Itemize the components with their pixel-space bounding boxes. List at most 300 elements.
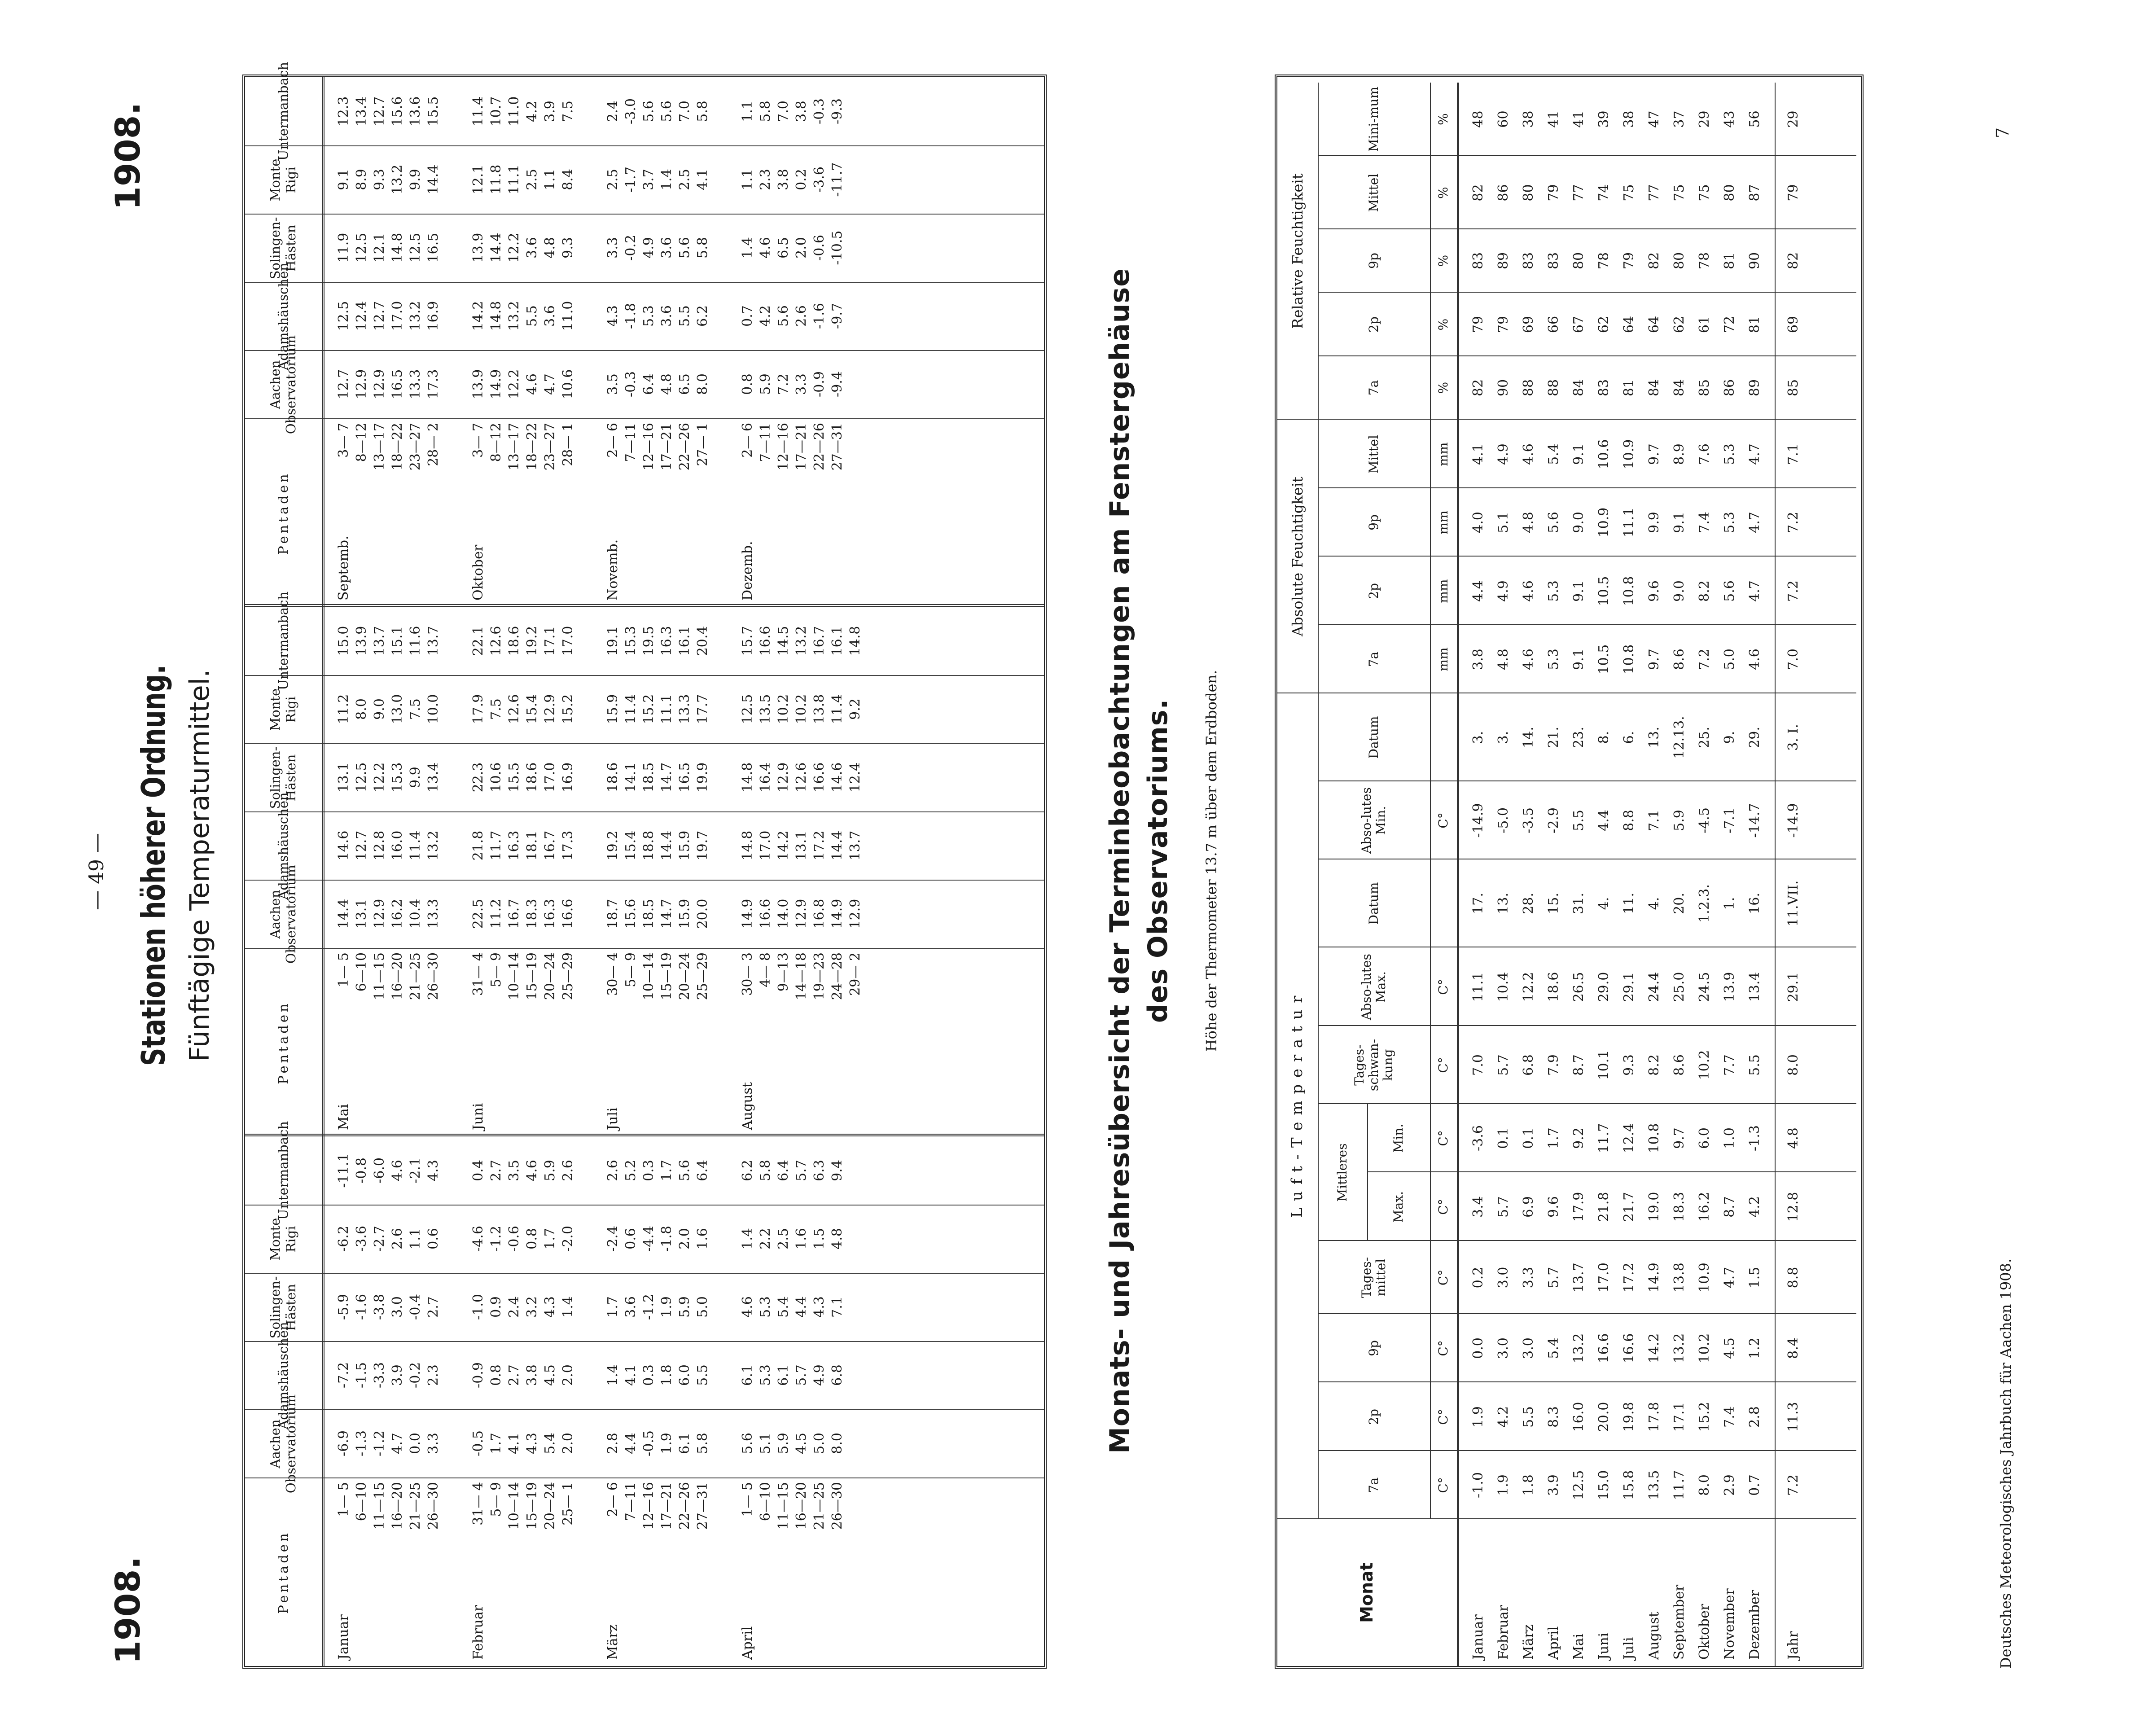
pentad-range: 27—31 [829, 423, 845, 471]
table-cell: 67 [1570, 316, 1587, 333]
pentad-value: 13.3 [408, 369, 423, 399]
pentad-value: 17.0 [758, 830, 773, 861]
table-cell: 1.9 [1495, 1474, 1511, 1496]
pentad-value: 1.4 [740, 237, 755, 259]
pentad-value: 2.6 [794, 305, 809, 327]
column-header: Aachen Observatorium [268, 1394, 298, 1494]
table-cell: 66 [1545, 316, 1561, 333]
pentad-value: 17.9 [470, 694, 486, 724]
column-header: Aachen Observatorium [268, 335, 298, 434]
table-cell: 1. [1721, 897, 1737, 910]
pentad-value: -2.7 [372, 1226, 387, 1252]
pentad-value: -11.1 [336, 1153, 351, 1188]
table-cell: 8.3 [1545, 1406, 1561, 1428]
pentad-range: 21—25 [811, 1482, 827, 1530]
pentad-value: 3.5 [506, 1160, 522, 1181]
pentad-range: 23—27 [542, 423, 558, 471]
table-cell: 11.VII. [1785, 880, 1801, 927]
pentad-value: 12.8 [372, 830, 387, 861]
table-cell: 16.6 [1596, 1333, 1612, 1363]
table-cell: 9.2 [1570, 1127, 1587, 1149]
pentad-value: 4.8 [542, 237, 558, 259]
pentad-value: 1.4 [560, 1296, 576, 1318]
table-cell: 2.8 [1746, 1406, 1763, 1428]
pentad-range: 21—25 [408, 1482, 423, 1530]
column-header: Mittel [1366, 173, 1381, 212]
table-cell: 79 [1621, 252, 1637, 270]
table-cell: 7.4 [1721, 1406, 1737, 1428]
pentad-value: 14.4 [488, 232, 504, 263]
unit-label: mm [1435, 510, 1451, 535]
column-header: Solingen-Hästen [268, 217, 298, 280]
unit-label: C° [1435, 812, 1451, 829]
pentad-value: 16.7 [811, 626, 827, 656]
pentad-value: 13.2 [794, 626, 809, 656]
table-cell: 56 [1746, 110, 1763, 128]
pentad-value: 7.1 [829, 1296, 845, 1318]
table-cell: 3.9 [1545, 1474, 1561, 1496]
table-cell: 4.6 [1746, 649, 1763, 670]
pentad-value: 11.6 [408, 626, 423, 656]
pentad-value: 5.0 [811, 1433, 827, 1454]
table-cell: 12.13. [1671, 716, 1687, 759]
column-header: 9p [1366, 1340, 1381, 1356]
month-label: Mai [336, 1104, 351, 1130]
pentad-value: 3.9 [542, 101, 558, 122]
column-header: Monte Rigi [268, 688, 298, 731]
pentad-value: 3.3 [425, 1433, 441, 1454]
table-cell: 9.1 [1570, 580, 1587, 602]
month-label: Januar [1470, 1614, 1486, 1660]
table-cell: 13.2 [1570, 1333, 1587, 1363]
pentad-value: 16.2 [390, 899, 405, 929]
table-cell: 29. [1746, 727, 1763, 748]
table-cell: 15.8 [1621, 1470, 1637, 1500]
pentad-value: 5.9 [542, 1160, 558, 1181]
table-cell: -1.0 [1470, 1472, 1486, 1498]
pentad-value: 4.1 [506, 1433, 522, 1454]
pentad-value: 9.9 [408, 169, 423, 190]
pentad-value: 10.7 [488, 96, 504, 127]
pentad-range: 22—26 [811, 423, 827, 471]
table-cell: 8.8 [1785, 1267, 1801, 1289]
pentad-value: 12.9 [542, 694, 558, 724]
table-cell: -14.7 [1746, 803, 1763, 838]
pentad-value: 13.3 [677, 694, 693, 724]
pentad-value: 16.1 [829, 626, 845, 656]
pentad-value: 4.2 [524, 101, 540, 122]
table-cell: 8.9 [1671, 443, 1687, 465]
table-cell: 84 [1671, 379, 1687, 397]
pentad-value: 4.8 [829, 1228, 845, 1249]
table-cell: 24.4 [1646, 972, 1662, 1002]
row-rule [1457, 83, 1459, 1666]
table-cell: 1.9 [1470, 1406, 1486, 1428]
pentad-value: 8.0 [829, 1433, 845, 1454]
pentad-value: -6.9 [336, 1430, 351, 1456]
pentad-value: -0.8 [354, 1157, 369, 1184]
month-label: April [1545, 1626, 1561, 1660]
pentad-value: 4.3 [524, 1433, 540, 1454]
table-cell: 4.7 [1721, 1267, 1737, 1289]
table-cell: 4.4 [1470, 580, 1486, 602]
table-cell: 79 [1545, 184, 1561, 202]
pentad-range: 7—11 [758, 423, 773, 462]
pentad-value: -2.0 [560, 1226, 576, 1252]
table-cell: 11.3 [1785, 1402, 1801, 1432]
pentad-value: 5.8 [758, 1160, 773, 1181]
pentad-value: 7.0 [776, 101, 791, 122]
pentad-value: 16.7 [542, 830, 558, 861]
table-cell: 9.0 [1570, 512, 1587, 533]
pentad-value: 2.3 [425, 1364, 441, 1386]
pentad-value: 5.5 [677, 305, 693, 327]
month-label: Oktober [470, 544, 486, 601]
pentad-value: 1.7 [659, 1160, 675, 1181]
table-cell: 1.0 [1721, 1127, 1737, 1149]
column-header: Datum [1366, 716, 1381, 759]
month-label: Februar [470, 1604, 486, 1660]
monat-header: Monat [1357, 1562, 1377, 1623]
pentad-range: 20—24 [542, 952, 558, 1000]
pentad-value: 13.5 [758, 694, 773, 724]
table-cell: 21.8 [1596, 1192, 1612, 1222]
table-cell: 80 [1721, 184, 1737, 202]
pentad-range: 25—29 [560, 952, 576, 1000]
pentad-value: 3.2 [524, 1296, 540, 1318]
pentad-value: 6.4 [641, 373, 657, 395]
pentad-range: 8—12 [488, 423, 504, 462]
pentad-value: 4.6 [740, 1296, 755, 1318]
table-cell: 83 [1520, 252, 1536, 270]
pentad-value: 4.3 [811, 1296, 827, 1318]
pentad-value: 10.0 [425, 694, 441, 724]
pentad-value: 20.4 [695, 626, 710, 656]
table-cell: 78 [1596, 252, 1612, 270]
pentad-value: 2.6 [560, 1160, 576, 1181]
pentad-value: 3.9 [390, 1364, 405, 1386]
pentad-value: 12.2 [372, 762, 387, 793]
pentad-value: 3.6 [524, 237, 540, 259]
table-cell: 82 [1470, 184, 1486, 202]
table-cell: 81 [1746, 316, 1763, 333]
pentad-value: -4.4 [641, 1226, 657, 1252]
pentad-value: -0.5 [470, 1430, 486, 1456]
pentad-value: -3.8 [372, 1294, 387, 1320]
pentad-value: 12.5 [354, 762, 369, 793]
pentad-value: 1.1 [408, 1228, 423, 1249]
table-cell: 5.4 [1545, 1337, 1561, 1359]
pentad-range: 6—10 [758, 1482, 773, 1521]
pentad-range: 5— 9 [623, 952, 639, 987]
pentad-value: 10.6 [488, 762, 504, 793]
pentad-value: -1.8 [623, 303, 639, 329]
table-cell: 17.9 [1570, 1192, 1587, 1222]
pentad-value: 5.2 [623, 1160, 639, 1181]
pentad-value: 7.0 [677, 101, 693, 122]
row-rule [1775, 83, 1776, 1666]
pentad-value: 0.2 [794, 169, 809, 190]
column-header: Monte Rigi [268, 1218, 298, 1261]
column-header: 9p [1366, 514, 1381, 530]
pentad-value: 5.3 [758, 1296, 773, 1318]
luft-temperatur-header: L u f t - T e m p e r a t u r [1288, 995, 1307, 1218]
table-cell: 3.4 [1470, 1196, 1486, 1218]
pentad-value: 2.7 [425, 1296, 441, 1318]
table-cell: 13. [1646, 727, 1662, 748]
pentad-range: 15—19 [659, 952, 675, 1000]
pentad-value: 7.5 [488, 698, 504, 720]
table-cell: 9.7 [1646, 649, 1662, 670]
pentad-value: 2.0 [560, 1364, 576, 1386]
year-label: Jahr [1785, 1631, 1801, 1660]
pentad-value: 0.8 [488, 1364, 504, 1386]
pentad-value: -0.9 [470, 1362, 486, 1388]
pentad-value: 6.0 [677, 1364, 693, 1386]
footer-source: Deutsches Meteorologisches Jahrbuch für Aachen 1908. [1997, 1258, 2014, 1669]
pentad-value: 0.3 [641, 1160, 657, 1181]
pentad-value: 5.6 [740, 1433, 755, 1454]
table-cell: 5.3 [1545, 649, 1561, 670]
month-label: Juli [1621, 1637, 1637, 1660]
pentad-range: 15—19 [524, 952, 540, 1000]
pentad-value: 14.9 [740, 899, 755, 929]
table-cell: 20.0 [1596, 1402, 1612, 1432]
pentad-value: 2.0 [677, 1228, 693, 1249]
pentad-value: -0.3 [623, 371, 639, 397]
pentad-value: 15.9 [677, 830, 693, 861]
pentad-value: 4.6 [524, 1160, 540, 1181]
pentad-value: 12.6 [506, 694, 522, 724]
pentad-value: 2.4 [506, 1296, 522, 1318]
pentad-value: 11.1 [506, 164, 522, 195]
pentad-value: 16.8 [811, 899, 827, 929]
pentad-value: 19.2 [524, 626, 540, 656]
pentad-range: 6—10 [354, 952, 369, 992]
pentad-value: 2.6 [605, 1160, 621, 1181]
unit-label: % [1435, 318, 1451, 331]
pentad-value: 2.5 [677, 169, 693, 190]
table-cell: 7.6 [1696, 443, 1712, 465]
column-header: Pentaden [275, 1530, 291, 1614]
max-header: Max. [1390, 1191, 1406, 1223]
pentad-value: 2.5 [776, 1228, 791, 1249]
table-cell: 6.0 [1696, 1127, 1712, 1149]
table-cell: 38 [1520, 110, 1536, 128]
pentad-value: 19.2 [605, 830, 621, 861]
pentad-value: 18.7 [605, 899, 621, 929]
pentad-value: 7.5 [408, 698, 423, 720]
table-cell: 9.9 [1646, 512, 1662, 533]
table-cell: 4.8 [1785, 1127, 1801, 1149]
pentad-range: 26—30 [829, 1482, 845, 1530]
table-cell: 80 [1570, 252, 1587, 270]
pentad-value: 0.7 [740, 305, 755, 327]
pentad-value: 13.1 [794, 830, 809, 861]
pentad-range: 28— 1 [560, 423, 576, 466]
table-cell: 89 [1495, 252, 1511, 270]
pentad-range: 26—30 [425, 1482, 441, 1530]
table-cell: 47 [1646, 110, 1662, 128]
pentad-value: 1.9 [659, 1296, 675, 1318]
pentad-value: -5.9 [336, 1294, 351, 1320]
table-cell: -14.9 [1470, 803, 1486, 838]
pentad-value: -4.6 [470, 1226, 486, 1252]
pentad-value: -9.3 [829, 98, 845, 124]
pentad-value: 14.9 [488, 369, 504, 399]
pentad-value: 15.6 [390, 96, 405, 127]
table-cell: 9.7 [1646, 443, 1662, 465]
table-cell: 6.8 [1520, 1054, 1536, 1076]
pentad-range: 10—14 [641, 952, 657, 1000]
table-cell: 17.2 [1621, 1263, 1637, 1293]
pentad-value: 13.0 [390, 694, 405, 724]
column-header: Tages-mittel [1359, 1257, 1388, 1298]
pentad-value: 6.1 [677, 1433, 693, 1454]
relative-feuchtigkeit-header: Relative Feuchtigkeit [1289, 173, 1306, 329]
table-cell: 7.7 [1721, 1054, 1737, 1076]
pentad-value: -0.4 [408, 1294, 423, 1320]
unit-label: mm [1435, 442, 1451, 466]
pentad-range: 16—20 [390, 952, 405, 1000]
pentad-value: 15.9 [677, 899, 693, 929]
month-label: Dezember [1746, 1590, 1763, 1660]
pentad-range: 16—20 [794, 1482, 809, 1530]
pentad-value: 17.2 [811, 830, 827, 861]
table-cell: 75 [1621, 184, 1637, 202]
month-label: Juli [605, 1107, 621, 1130]
pentad-value: 10.2 [776, 694, 791, 724]
pentad-value: -6.0 [372, 1157, 387, 1184]
header-rule [322, 1136, 325, 1666]
pentad-range: 28— 2 [425, 423, 441, 466]
table-cell: 48 [1470, 110, 1486, 128]
table-cell: 0.0 [1470, 1337, 1486, 1359]
pentad-value: 8.0 [695, 373, 710, 395]
pentad-value: 1.1 [740, 101, 755, 122]
pentad-value: 2.3 [758, 169, 773, 190]
table-cell: 5.0 [1721, 649, 1737, 670]
table-cell: 11.1 [1621, 507, 1637, 538]
table-cell: 41 [1545, 110, 1561, 128]
table-cell: 31. [1570, 893, 1587, 914]
year-right: 1908. [108, 102, 148, 210]
pentad-value: 22.1 [470, 626, 486, 656]
column-header: Mittel [1366, 435, 1381, 473]
table-cell: 25.0 [1671, 972, 1687, 1002]
pentad-value: -1.7 [623, 167, 639, 193]
pentad-value: 6.4 [695, 1160, 710, 1181]
pentad-range: 12—16 [641, 423, 657, 471]
table-cell: 8.6 [1671, 649, 1687, 670]
pentad-value: 5.3 [641, 305, 657, 327]
table-cell: -3.5 [1520, 807, 1536, 833]
pentad-value: 4.9 [811, 1364, 827, 1386]
pentad-value: 2.0 [794, 237, 809, 259]
column-header: Adamshäuschen [275, 1322, 291, 1429]
table-cell: 79 [1470, 316, 1486, 333]
pentad-value: 11.8 [488, 164, 504, 195]
pentad-range: 21—25 [408, 952, 423, 1000]
pentad-value: 13.8 [811, 694, 827, 724]
pentad-value: 5.6 [776, 305, 791, 327]
pentad-value: 15.9 [605, 694, 621, 724]
pentad-value: 17.3 [425, 369, 441, 399]
table-cell: 84 [1646, 379, 1662, 397]
pentad-value: 6.1 [776, 1364, 791, 1386]
table-cell: 11.7 [1596, 1123, 1612, 1153]
table-cell: 29.1 [1621, 972, 1637, 1002]
table-cell: 7.2 [1785, 580, 1801, 602]
table-cell: 78 [1696, 252, 1712, 270]
table-cell: 4.0 [1470, 512, 1486, 533]
table-cell: 23. [1570, 727, 1587, 748]
column-header: 7a [1366, 1477, 1381, 1493]
table-cell: 62 [1671, 316, 1687, 333]
table-cell: 5.9 [1671, 810, 1687, 831]
pentad-value: -1.3 [354, 1430, 369, 1456]
table-cell: 10.8 [1621, 644, 1637, 675]
table-cell: 4.7 [1746, 580, 1763, 602]
table-cell: 9. [1721, 731, 1737, 744]
pentad-value: 3.5 [605, 373, 621, 395]
table-cell: 11.7 [1671, 1470, 1687, 1500]
table-cell: 10.5 [1596, 644, 1612, 675]
table-cell: 84 [1570, 379, 1587, 397]
pentad-value: 13.7 [425, 626, 441, 656]
pentad-value: 13.3 [425, 899, 441, 929]
table-cell: 11. [1621, 893, 1637, 914]
pentad-range: 22—26 [677, 1482, 693, 1530]
pentad-value: 14.2 [470, 301, 486, 331]
table-cell: 5.1 [1495, 512, 1511, 533]
pentad-value: 9.1 [336, 169, 351, 190]
table-cell: 21. [1545, 727, 1561, 748]
table-cell: 77 [1570, 184, 1587, 202]
table-cell: 29 [1696, 110, 1712, 128]
pentad-range: 1— 5 [740, 1482, 755, 1517]
pentad-value: 12.4 [847, 762, 863, 793]
pentad-value: 3.8 [794, 101, 809, 122]
pentad-value: 2.7 [506, 1364, 522, 1386]
pentad-value: 13.2 [390, 164, 405, 195]
pentad-value: 2.0 [560, 1433, 576, 1454]
pentad-value: 15.3 [390, 762, 405, 793]
pentad-value: 15.6 [623, 899, 639, 929]
table-cell: 15. [1545, 893, 1561, 914]
pentad-value: 0.8 [524, 1228, 540, 1249]
pentad-value: 4.1 [623, 1364, 639, 1386]
pentad-range: 15—19 [524, 1482, 540, 1530]
unit-label: C° [1435, 1130, 1451, 1146]
pentad-value: 12.7 [372, 301, 387, 331]
pentad-value: -0.2 [623, 235, 639, 261]
pentad-value: 9.0 [372, 698, 387, 720]
column-header: 2p [1366, 583, 1381, 599]
pentad-value: 18.1 [524, 830, 540, 861]
pentad-value: 1.1 [542, 169, 558, 190]
pentad-value: 10.6 [560, 369, 576, 399]
pentad-value: 1.1 [740, 169, 755, 190]
pentad-value: 13.6 [408, 96, 423, 127]
pentad-value: 18.6 [605, 762, 621, 793]
pentad-value: 12.7 [372, 96, 387, 127]
pentad-value: 6.1 [740, 1364, 755, 1386]
table-cell: 90 [1746, 252, 1763, 270]
table-cell: 13. [1495, 893, 1511, 914]
table-cell: 2.9 [1721, 1474, 1737, 1496]
table-cell: 13.2 [1671, 1333, 1687, 1363]
